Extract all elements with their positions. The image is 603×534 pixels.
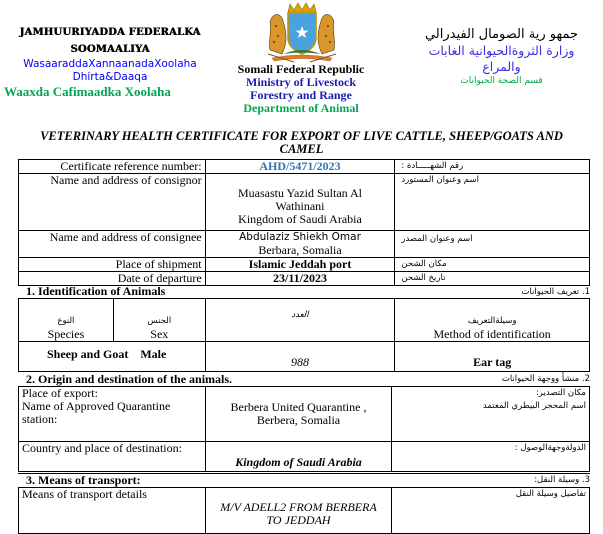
sex-value: Male: [140, 347, 167, 361]
table-row: [19, 387, 590, 442]
detail-label-arabic: اسم وعنوان المستورد: [395, 174, 590, 231]
detail-label: Date of departure: [19, 272, 206, 286]
place-of-shipment-value: Islamic Jeddah port: [205, 258, 395, 272]
place-of-export-label-arabic: [392, 387, 590, 442]
value-line: M/V ADELL2 FROM BERBERA: [220, 500, 377, 514]
detail-label-arabic: رقم الشهـــــادة :: [395, 160, 590, 174]
method-value: Ear tag: [395, 342, 590, 372]
consignor-line: Wathinani: [275, 199, 325, 213]
header-english-republic: Somali Federal Republic: [237, 62, 365, 76]
label-line-arabic: اسم المحجر البيطري المعتمد: [482, 401, 586, 411]
section1-title: 1. Identification of Animals: [26, 284, 166, 298]
origin-destination-table: [18, 386, 590, 472]
table-row: [19, 442, 590, 472]
header-arabic: [400, 26, 603, 87]
header-arabic-republic: جمهو رية الصومال الفيدرالي: [424, 27, 579, 42]
header-sex-english: Sex: [150, 327, 169, 341]
header-somali: [0, 24, 220, 100]
header-english-ministry-2: Forestry and Range: [250, 88, 352, 102]
certificate-title: [0, 130, 603, 156]
consignee-line: Berbara, Somalia: [258, 243, 342, 257]
table-row: [19, 160, 590, 174]
header-method-english: Method of identification: [433, 327, 551, 341]
value-line: Berbera, Somalia: [256, 413, 341, 427]
section1-title-arabic: 1. تعريف الحيوانات: [521, 287, 590, 297]
destination-label-arabic: الدولةوجهةالوصول :: [392, 442, 590, 472]
header-sex: [113, 299, 205, 342]
transport-table: [18, 487, 590, 534]
header-species-english: Species: [47, 327, 85, 341]
header-species: [19, 299, 114, 342]
certificate-details-table: [18, 159, 590, 286]
header-somali-line1: JAMHUURIYADDA FEDERALKA: [19, 27, 201, 38]
certificate-reference-value: AHD/5471/2023: [205, 160, 395, 174]
label-line: station:: [22, 412, 58, 426]
consignee-value: [205, 231, 395, 258]
detail-label: Certificate reference number:: [19, 160, 206, 174]
header-english-ministry: Ministry of Livestock: [246, 75, 356, 89]
value-line: TO JEDDAH: [266, 513, 331, 527]
detail-label: Name and address of consignor: [19, 174, 206, 231]
header-count: [205, 299, 395, 342]
detail-label-arabic: مكان الشحن: [395, 258, 590, 272]
species-value: Sheep and Goat: [47, 347, 129, 361]
certificate-title-line2: CAMEL: [279, 142, 324, 156]
destination-value: Kingdom of Saudi Arabia: [205, 442, 392, 472]
table-row: [19, 488, 590, 534]
detail-label-arabic: تاريخ الشحن: [395, 272, 590, 286]
transport-label-arabic: تفاصيل وسيلة النقل: [392, 488, 590, 534]
section2-title: 2. Origin and destination of the animals.: [26, 372, 233, 386]
place-of-export-label: [19, 387, 206, 442]
header-somali-ministry-2: Dhirta&Daaqa: [72, 71, 148, 83]
header-arabic-department: قسم الصحة الحيوانات: [460, 76, 543, 86]
header-somali-ministry: WasaaraddaXannaanadaXoolaha: [23, 58, 197, 70]
value-line: Berbera United Quarantine ,: [230, 400, 367, 414]
detail-label: Name and address of consignee: [19, 231, 206, 258]
consignee-line: Abdulaziz Shiekh Omar: [239, 231, 361, 243]
certificate-title-line1: VETERINARY HEALTH CERTIFICATE FOR EXPORT OF LIVE CATTLE, SHEEP/GOATS AND: [40, 129, 563, 143]
detail-label: Place of shipment: [19, 258, 206, 272]
quarantine-station-value: [205, 387, 392, 442]
header-english: [222, 63, 380, 115]
header-somali-line2: SOOMAALIYA: [70, 44, 150, 55]
header-count-arabic: العدد: [291, 309, 309, 320]
consignor-value: [205, 174, 395, 231]
header-english-department: Department of Animal: [243, 101, 359, 115]
table-row: [19, 258, 590, 272]
table-row: [19, 342, 590, 372]
count-value: 988: [205, 342, 395, 372]
identification-table: [18, 298, 590, 372]
header-method: [395, 299, 590, 342]
species-sex-cell: [19, 342, 206, 372]
label-line: Name of Approved Quarantine: [22, 399, 171, 413]
section2-title-arabic: 2. منشأ ووجهة الحيوانات: [501, 374, 590, 384]
table-row: [19, 299, 590, 342]
destination-label: Country and place of destination:: [19, 442, 206, 472]
table-row: [19, 231, 590, 258]
transport-value: [205, 488, 392, 534]
header-species-arabic: النوع: [57, 316, 75, 326]
section3-title: 3. Means of transport:: [26, 473, 141, 487]
transport-label: Means of transport details: [19, 488, 206, 534]
consignor-line: Muasastu Yazid Sultan Al: [237, 186, 362, 200]
label-line: Place of export:: [22, 386, 98, 400]
header-method-arabic: وسيلةالتعريف: [467, 316, 517, 326]
header-sex-arabic: الجنس: [147, 316, 172, 326]
table-row: [19, 174, 590, 231]
consignor-line: Kingdom of Saudi Arabia: [238, 212, 362, 226]
header-arabic-ministry-2: والمراع: [482, 59, 521, 74]
label-line-arabic: مكان التصدير:: [535, 388, 586, 398]
date-of-departure-value: 23/11/2023: [205, 272, 395, 286]
header-somali-department: Waaxda Cafimaadka Xoolaha: [4, 84, 171, 99]
coat-of-arms-icon: [258, 2, 346, 64]
header-arabic-ministry: وزارة الثروةالحيوانية الغابات: [428, 43, 575, 58]
section3-title-arabic: 3. وسيلة النقل:: [534, 475, 590, 485]
detail-label-arabic: اسم وعنوان المصدر: [395, 231, 590, 258]
